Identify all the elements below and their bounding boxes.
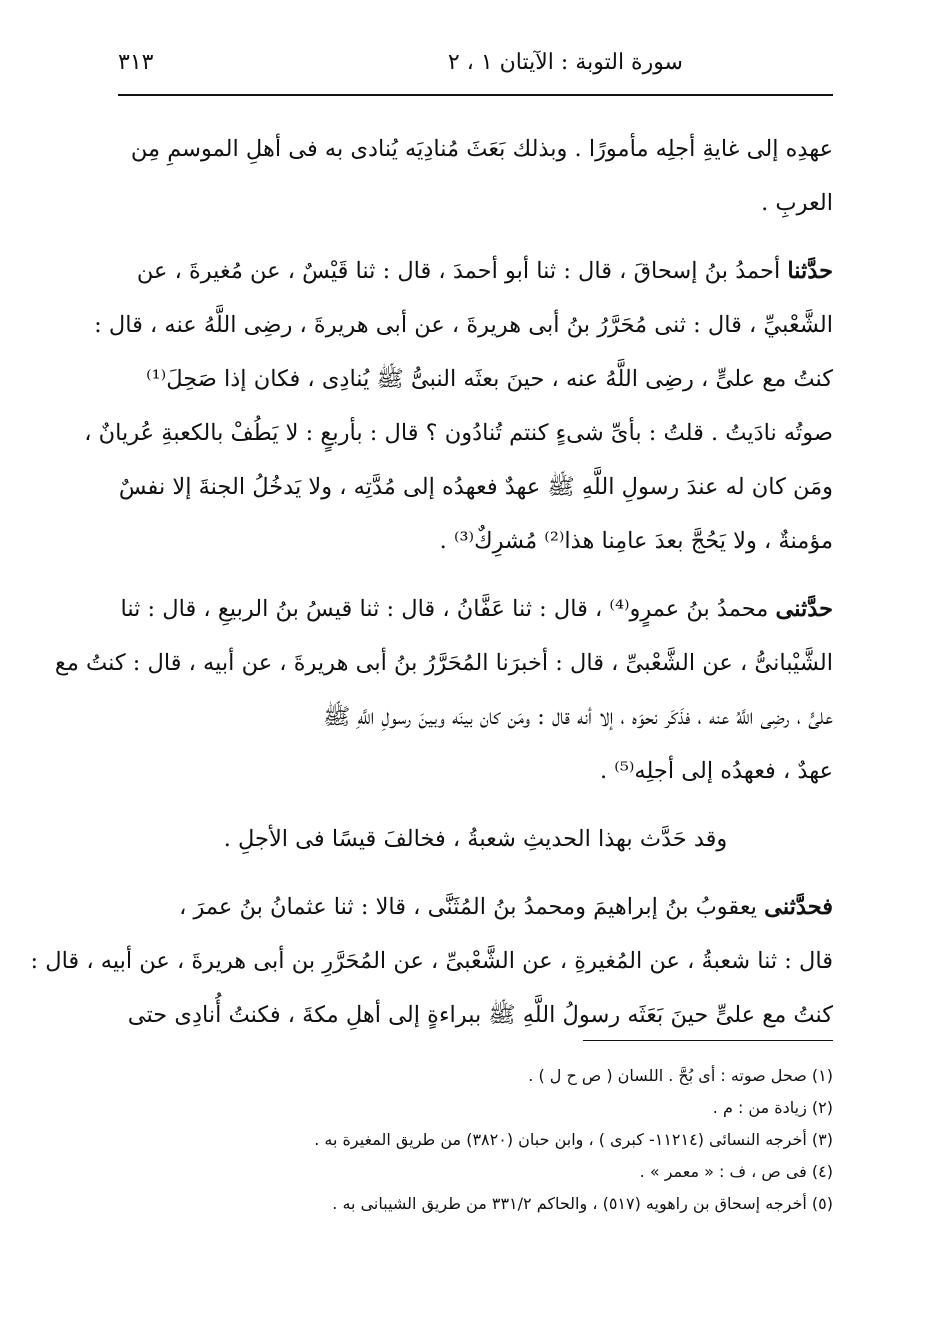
- text-line: كنتُ مع علىٍّ ، رضِى اللَّهُ عنه ، حينَ بعثَه النبىُّ ﷺ يُنادِى ، فكان إذا صَحِلَ⁽¹⁾: [146, 366, 833, 392]
- text-span: أحمدُ بنُ إسحاقَ ، قال : ثنا أبو أحمدَ ، قال : ثنا قَيْسٌ ، عن مُغيرةَ ، عن: [136, 258, 781, 284]
- text-line: قال : ثنا شعبةُ ، عن المُغيرةِ ، عن الشَّعْبىِّ ، عن المُحَرَّرِ بن أبى هريرةَ ، عن أبيه ، قال :: [30, 948, 833, 974]
- text-span: محمدُ بنُ عمرٍو⁽⁴⁾ ، قال : ثنا عَفَّانُ ، قال : ثنا قيسُ بنُ الربيعِ ، قال : ثنا: [120, 596, 769, 622]
- text-line: صوتُه نادَيتُ . قلتُ : بأىِّ شىءٍ كنتم تُنادُون ؟ قال : بأربعٍ : لا يَطُفْ بالكعبةِ عُريانٌ ،: [84, 420, 833, 446]
- page-header: [118, 44, 833, 84]
- text-line: عهدٌ ، فعهدُه إلى أجلِه⁽⁵⁾ .: [600, 758, 833, 784]
- text-span: يعقوبُ بنُ إبراهيمَ ومحمدُ بنُ المُثَنَّى ، قالا : ثنا عثمانُ بنُ عمرَ ،: [179, 894, 757, 920]
- text-line: كنتُ مع علىٍّ حينَ بَعَثَه رسولُ اللَّهِ ﷺ ببراءةٍ إلى أهلِ مكةَ ، فكنتُ أُنادِى حتى: [127, 1002, 833, 1028]
- footnote: (٤) فى ص ، ف : « معمر » .: [639, 1162, 833, 1181]
- text-line: علىٍّ ، رضِى اللَّهُ عنه ، فذَكَر نحوَه ، إلا أنه قال : ومَن كان بينَه وبينَ رسولِ اللَّهِ ﷺ: [323, 704, 833, 730]
- footnote-divider: [583, 1040, 833, 1041]
- header-divider: [118, 94, 833, 96]
- text-line: عهدِه إلى غايةِ أجلِه مأمورًا . وبذلك بَعَثَ مُنادِيَه يُنادى به فى أهلِ الموسمِ مِن: [130, 136, 833, 162]
- paragraph-lead: حدَّثنا: [787, 258, 833, 284]
- paragraph-lead: فحدَّثنى: [764, 894, 833, 920]
- text-line: العربِ .: [761, 190, 833, 216]
- footnote: (٥) أخرجه إسحاق بن راهويه (٥١٧) ، والحاكم ٣٣١/٢ من طريق الشيبانى به .: [332, 1194, 833, 1213]
- text-line: ومَن كان له عندَ رسولِ اللَّهِ ﷺ عهدٌ فعهدُه إلى مُدَّتِه ، ولا يَدخُلُ الجنةَ إلا نفسٌ: [118, 474, 833, 500]
- page-number: ٣١٣: [118, 50, 154, 75]
- main-text: [30, 122, 833, 1042]
- text-line: الشَّعْبيِّ ، قال : ثنى مُحَرَّرُ بنُ أبى هريرةَ ، عن أبى هريرةَ ، رضِى اللَّهُ عنه ، قال :: [94, 312, 833, 338]
- text-line: [118, 582, 833, 636]
- footnote: (٢) زيادة من : م .: [712, 1098, 833, 1117]
- text-line: [118, 244, 833, 298]
- text-line: الشَّيْبانىُّ ، عن الشَّعْبىِّ ، قال : أخبرَنا المُحَرَّرُ بنُ أبى هريرةَ ، عن أبيه ، قال : كنتُ مع: [54, 650, 833, 676]
- text-line: وقد حَدَّث بهذا الحديثِ شعبةُ ، فخالفَ قيسًا فى الأجلِ .: [223, 826, 728, 852]
- text-line: [118, 880, 833, 934]
- footnote: (٣) أخرجه النسائى (١١٢١٤- كبرى ) ، وابن حبان (٣٨٢٠) من طريق المغيرة به .: [314, 1130, 833, 1149]
- text-line: مؤمنةٌ ، ولا يَحُجَّ بعدَ عامِنا هذا⁽²⁾ مُشرِكٌ⁽³⁾ .: [439, 528, 833, 554]
- paragraph-lead: حدَّثنى: [775, 596, 833, 622]
- running-title: سورة التوبة : الآيتان ١ ، ٢: [447, 50, 683, 75]
- footnote: (١) صحل صوته : أى بُحَّ . اللسان ( ص ح ل ) .: [528, 1066, 833, 1085]
- footnotes: [118, 1060, 833, 1220]
